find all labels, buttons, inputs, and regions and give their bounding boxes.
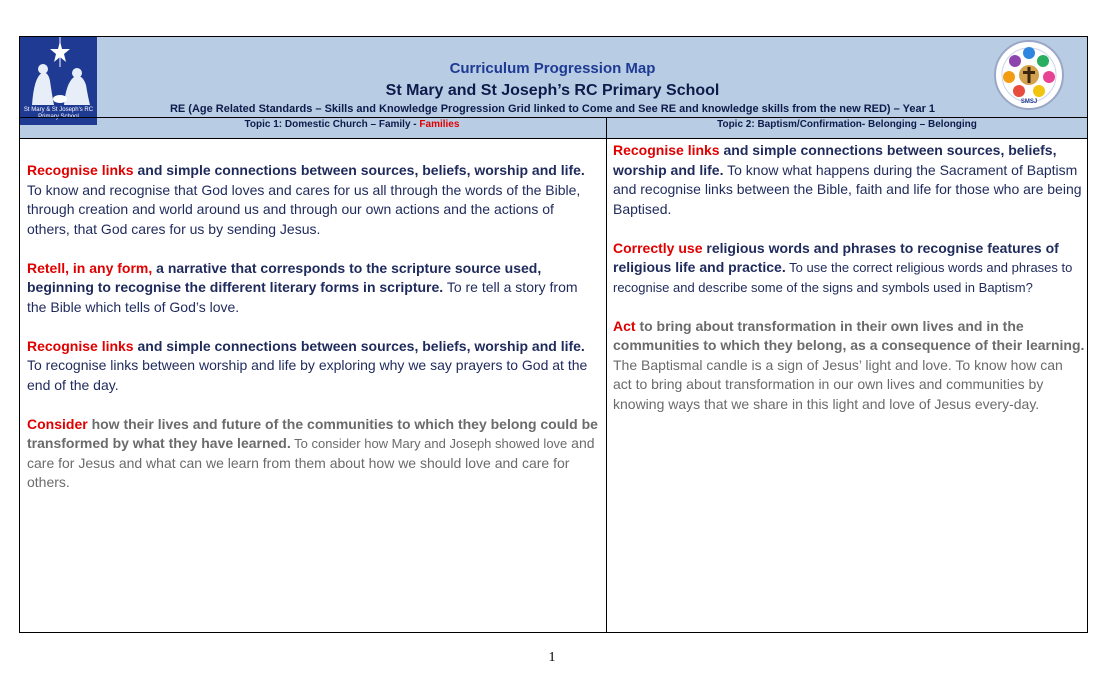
page-subtitle: RE (Age Related Standards – Skills and Knowledge Progression Grid linked to Come and See RE and knowledge skills from the new RED) – Year 1 bbox=[169, 103, 936, 115]
topic-1-highlight: Families bbox=[419, 119, 460, 130]
school-name: St Mary and St Joseph’s RC Primary School bbox=[385, 82, 720, 99]
topic-1-objective: Recognise links and simple connections between sources, beliefs, worship and life. To recognise links between worship and life by exploring why we say prayers to God at the end of the day. bbox=[27, 337, 588, 393]
topic-divider bbox=[20, 117, 1087, 118]
topic-2-column bbox=[613, 141, 1085, 434]
topic-1-objective: Recognise links and simple connections between sources, beliefs, worship and life. To know and recognise that God loves and cares for us all through the words of the Bible, through creation and world around us and through our own actions and the actions of others, that God cares for us by sending Jesus. bbox=[27, 162, 585, 237]
topic-1-label: Topic 1: Domestic Church – Family - bbox=[244, 119, 420, 130]
column-divider bbox=[606, 117, 607, 633]
topic-2-objective: Correctly use religious words and phrases to recognise features of religious life and practice. To use the correct religious words and phrases to recognise and describe some of the signs and symbols used in Baptism? bbox=[613, 239, 1073, 295]
logo-school-name: St Mary & St Joseph's RC bbox=[23, 107, 94, 113]
page-title: Curriculum Progression Map bbox=[449, 60, 656, 77]
header-banner bbox=[20, 37, 1087, 139]
progression-grid bbox=[19, 36, 1088, 633]
topic-1-objective: Retell, in any form, a narrative that corresponds to the scripture source used, beginning to recognise the different literary forms in scripture. To re tell a story from the Bible which tells of God’s love. bbox=[27, 259, 578, 315]
topic-1-heading bbox=[98, 119, 606, 130]
page-number: 1 bbox=[548, 650, 556, 665]
topic-2-objective: Act to bring about transformation in their own lives and in the communities to which they belong, as a consequence of their learning. The Baptismal candle is a sign of Jesus’ light and love. To know how can act to bring about transformation in our own lives and communities by knowing ways that we share in this light and love of Jesus every-day. bbox=[613, 317, 1085, 412]
nativity-logo-icon bbox=[20, 37, 97, 125]
topic-2-heading: Topic 2: Baptism/Confirmation- Belonging – Belonging bbox=[717, 119, 977, 130]
topic-1-column bbox=[27, 161, 599, 512]
school-circle-logo-icon bbox=[993, 39, 1065, 111]
topic-1-objective: Consider how their lives and future of the communities to which they belong could be transformed by what they have learned. To consider how Mary and Joseph showed love and care for Jesus and what can we learn from them about how we should love and care for others. bbox=[27, 415, 598, 490]
topic-2-objective: Recognise links and simple connections between sources, beliefs, worship and life. To know what happens during the Sacrament of Baptism and recognise links between the Bible, faith and life for those who are being Baptised. bbox=[613, 142, 1082, 217]
svg-text:SMSJ: SMSJ bbox=[1020, 99, 1038, 105]
